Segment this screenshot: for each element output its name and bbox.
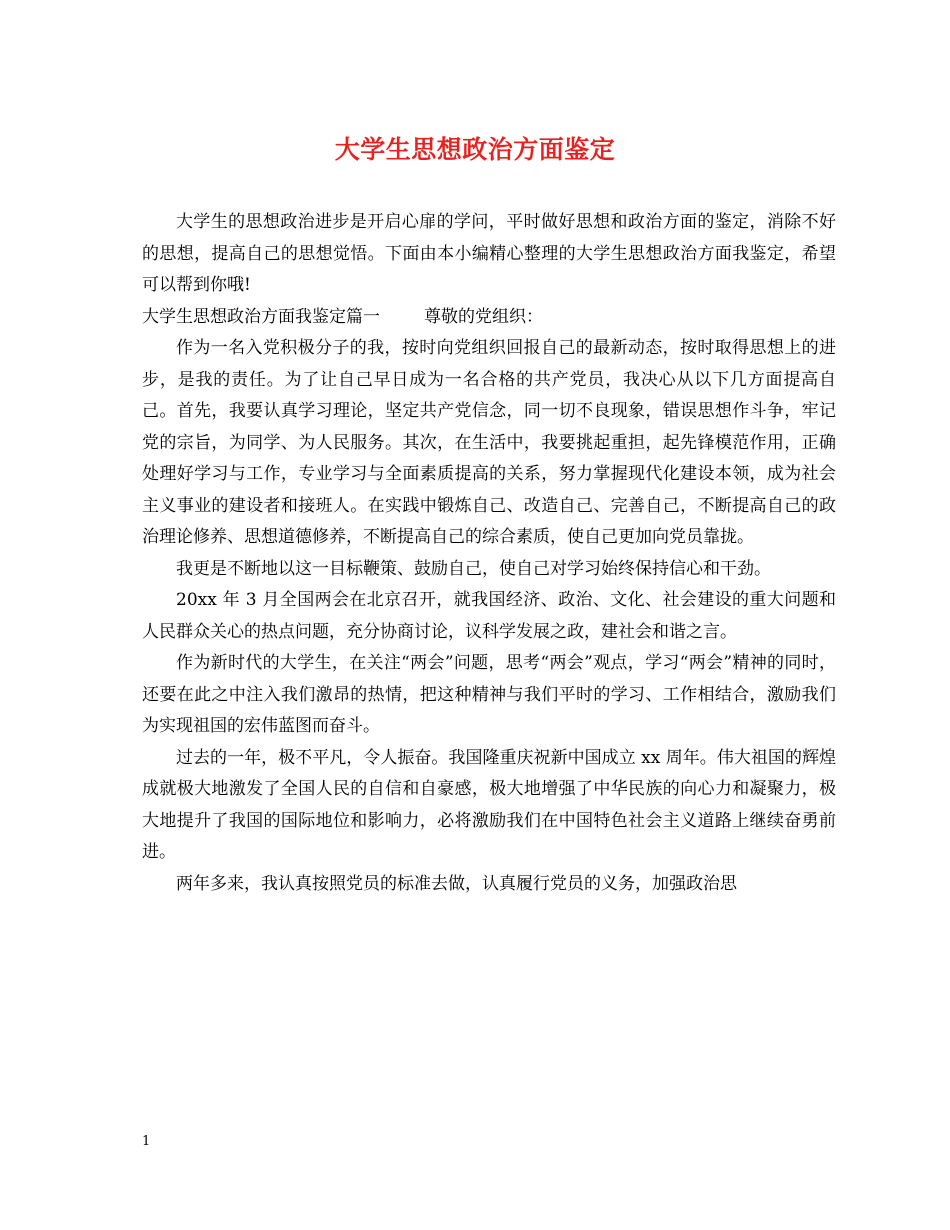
document-body xyxy=(142,207,836,900)
body-paragraph: 两年多来，我认真按照党员的标准去做，认真履行党员的义务，加强政治思 xyxy=(176,873,737,894)
body-paragraph: 作为一名入党积极分子的我，按时向党组织回报自己的最新动态，按时取得思想上的进步，是我的责任。为了让自己早日成为一名合格的共产党员，我决心从以下几方面提高自己。首先，我要认真学习理论，坚定共产党信念，同一切不良现象，错误思想作斗争，牢记党的宗旨，为同学、为人民服务。其次，在生活中，我要挑起重担，起先锋模范作用，正确处理好学习与工作，专业学习与全面素质提高的关系，努力掌握现代化建设本领，成为社会主义事业的建设者和接班人。在实践中锻炼自己、改造自己、完善自己，不断提高自己的政治理论修养、思想道德修养，不断提高自己的综合素质，使自己更加向党员靠拢。 xyxy=(142,338,836,547)
intro-paragraph: 大学生的思想政治进步是开启心扉的学问，平时做好思想和政治方面的鉴定，消除不好的思想，提高自己的思想觉悟。下面由本小编精心整理的大学生思想政治方面我鉴定，希望可以帮到你哦! xyxy=(142,212,836,295)
body-paragraph: 20xx 年 3 月全国两会在北京召开，就我国经济、政治、文化、社会建设的重大问题和人民群众关心的热点问题，充分协商讨论，议科学发展之政，建社会和谐之言。 xyxy=(142,590,836,642)
salutation: 尊敬的党组织： xyxy=(424,306,543,327)
page-number: 1 xyxy=(142,1134,151,1149)
body-paragraph: 作为新时代的大学生，在关注“两会”问题，思考“两会”观点，学习“两会”精神的同时，还要在此之中注入我们激昂的热情，把这种精神与我们平时的学习、工作相结合，激励我们为实现祖国的宏伟蓝图而奋斗。 xyxy=(142,653,836,736)
document-title: 大学生思想政治方面鉴定 xyxy=(334,135,616,164)
section-heading-line xyxy=(142,302,836,334)
body-paragraph: 过去的一年，极不平凡，令人振奋。我国隆重庆祝新中国成立 xx 周年。伟大祖国的辉煌成就极大地激发了全国人民的自信和自豪感，极大地增强了中华民族的向心力和凝聚力，极大地提升了我国的国际地位和影响力，必将激励我们在中国特色社会主义道路上继续奋勇前进。 xyxy=(142,747,836,862)
body-paragraph: 我更是不断地以这一目标鞭策、鼓励自己，使自己对学习始终保持信心和干劲。 xyxy=(176,558,771,579)
section-heading: 大学生思想政治方面我鉴定篇一 xyxy=(142,306,380,327)
